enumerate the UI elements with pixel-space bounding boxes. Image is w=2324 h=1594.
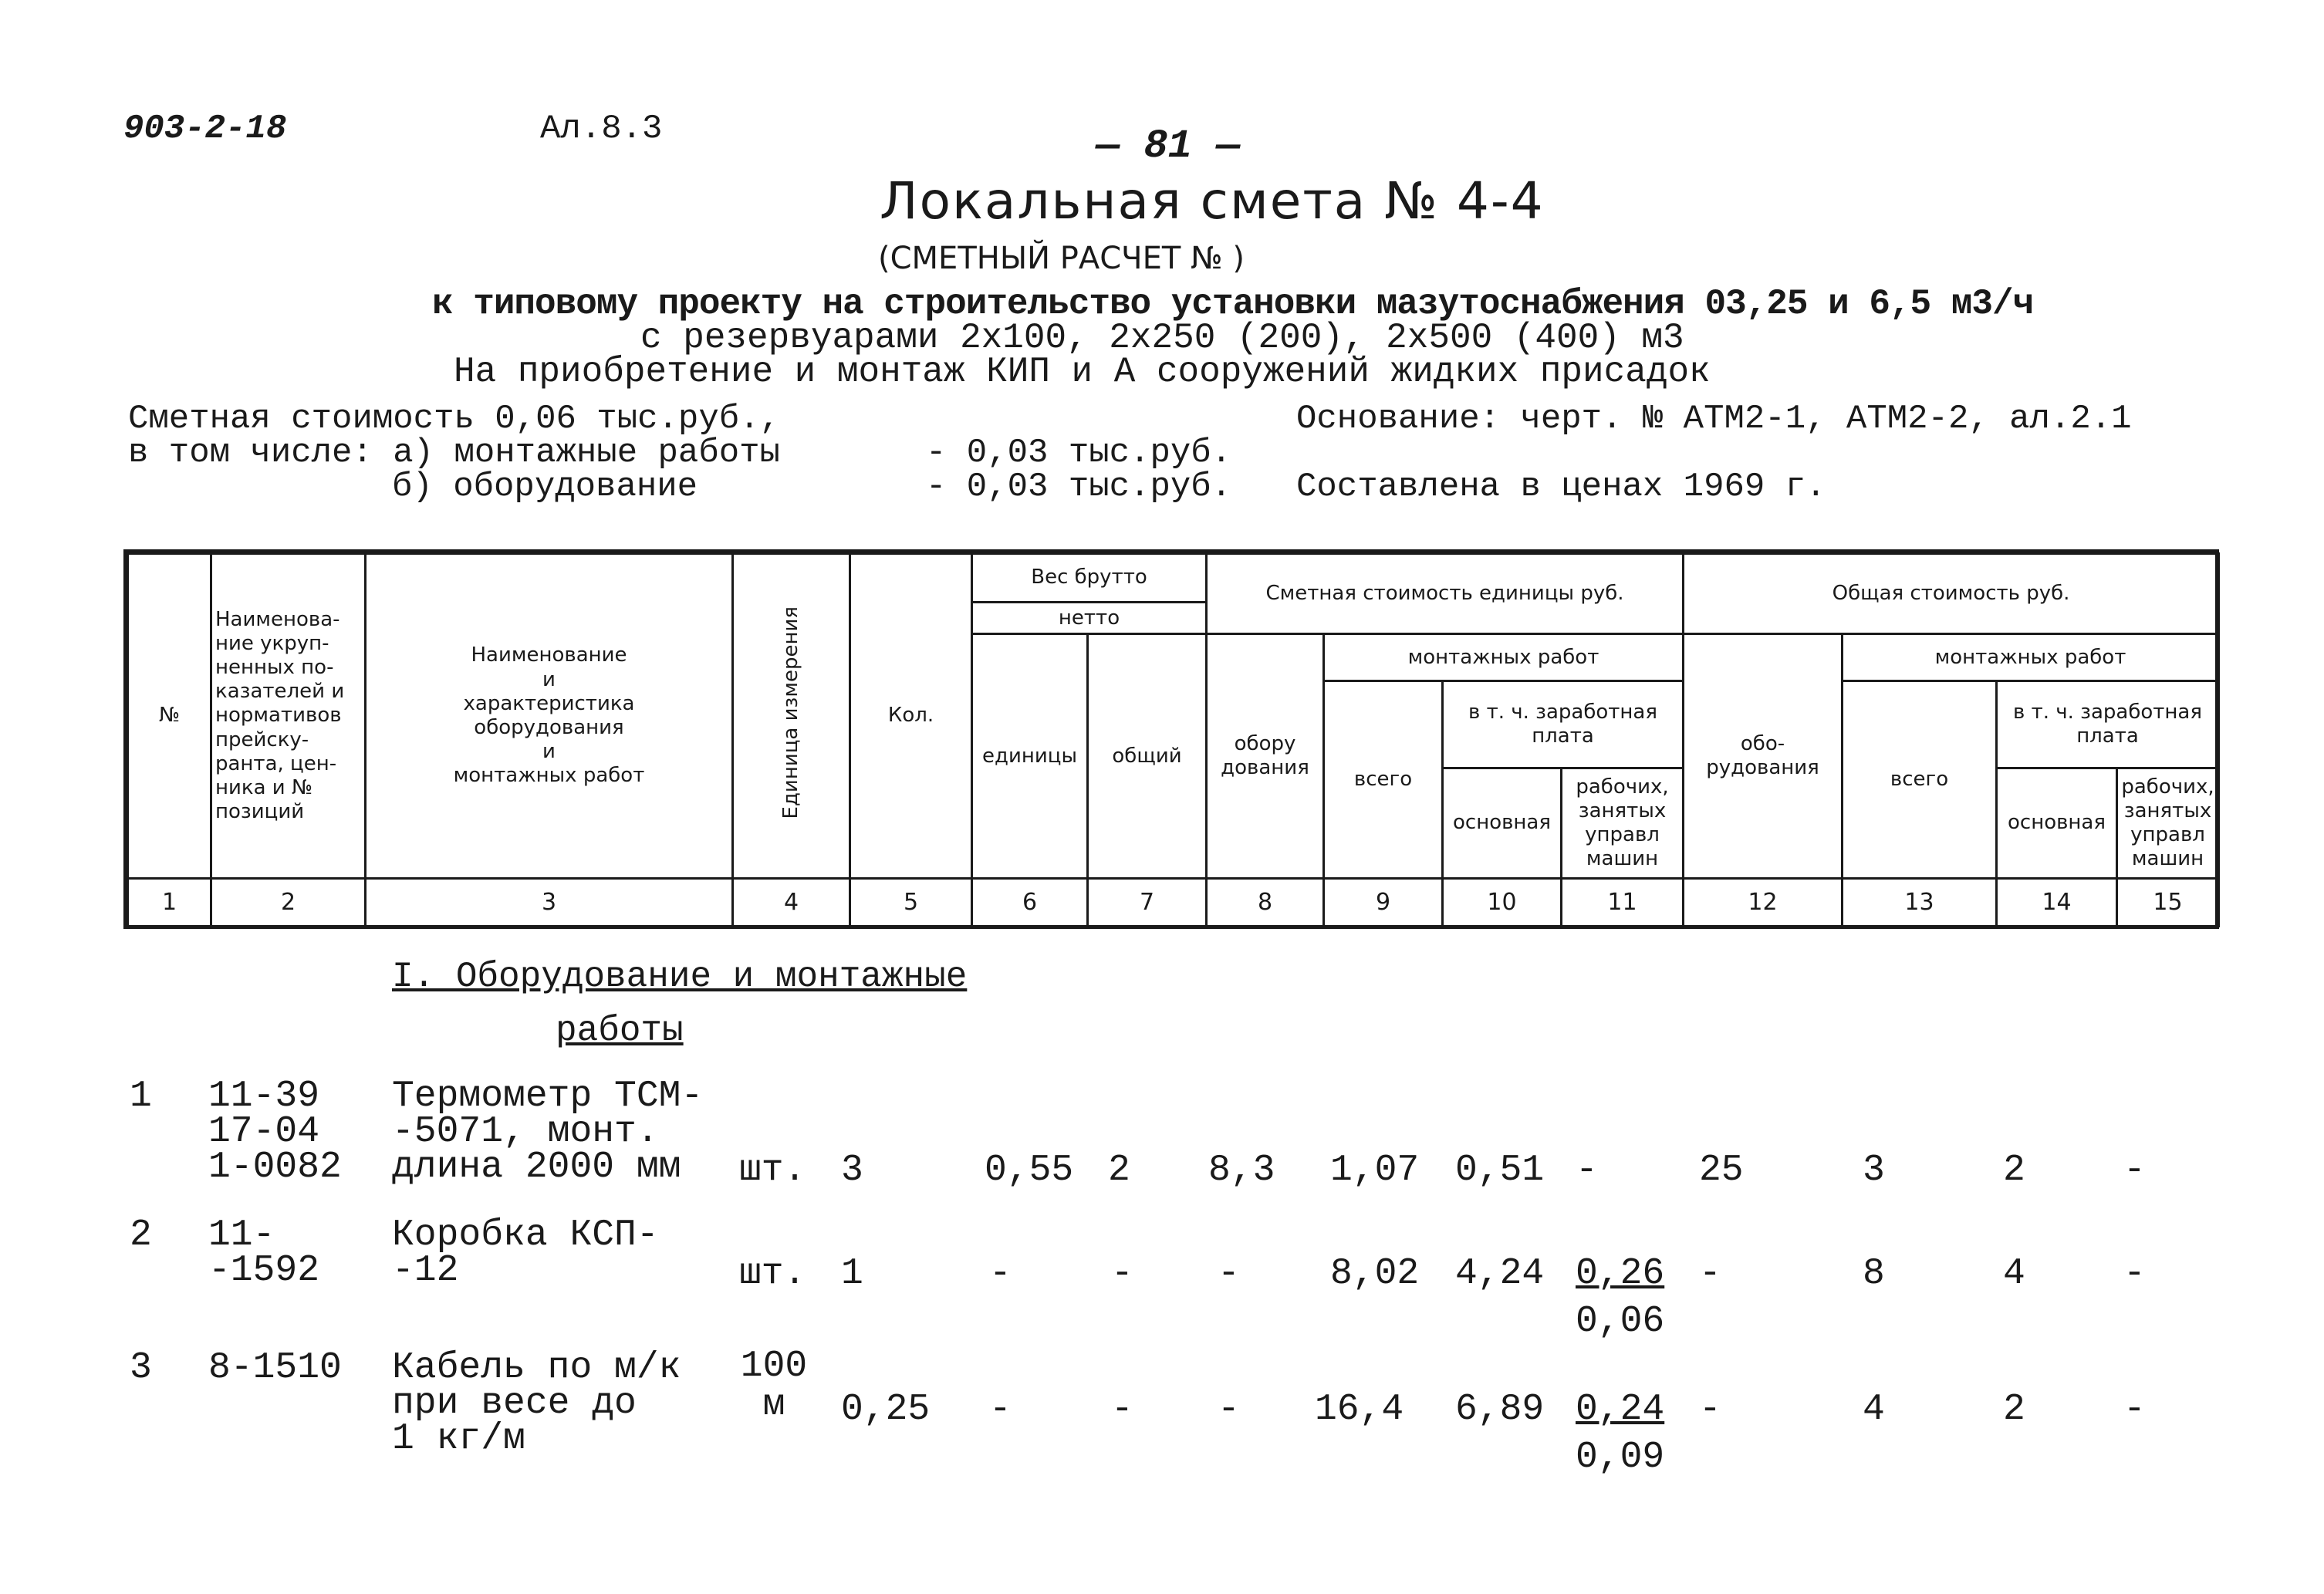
row-unit-machine-wage-sub: 0,09 (1576, 1437, 1665, 1478)
row-total-basic-wage: 4 (2003, 1253, 2025, 1295)
col-index: 10 (1443, 879, 1562, 927)
col-unit-label: Единица измерения (779, 606, 802, 819)
row-unit-basic-wage: 4,24 (1455, 1253, 1545, 1295)
col-index: 1 (128, 879, 211, 927)
row-qty: 0,25 (841, 1389, 931, 1430)
row-name-line: Коробка КСП- (392, 1214, 659, 1256)
row-unit-mount-total: 8,02 (1330, 1253, 1420, 1295)
col-unit-header (733, 554, 850, 879)
unit-equipment-header: обору дования (1207, 634, 1324, 879)
estimate-subtitle: (СМЕТНЫЙ РАСЧЕТ № ) (878, 241, 1245, 276)
col-index: 3 (366, 879, 733, 927)
unit-mount-header: монтажных работ (1324, 634, 1684, 681)
row-unit-equipment: - (1218, 1389, 1240, 1430)
section-title: I. Оборудование и монтажные (392, 957, 968, 997)
including-mounting-label: в том числе: а) монтажные работы (128, 434, 780, 472)
col-norm-code-header: Наименова-ние укруп-ненных по-казателей и нормативов прейску-ранта, цен-ника и № позиций (211, 554, 366, 879)
row-unit: шт. (739, 1253, 806, 1295)
row-code-line: 8-1510 (208, 1347, 342, 1389)
weight-net-header: нетто (972, 602, 1207, 633)
col-index: 2 (211, 879, 366, 927)
overall-cost-header: Общая стоимость руб. (1684, 554, 2219, 634)
unit-machine-wage-header: рабочих, занятых управл машин (1562, 768, 1684, 879)
row-total-equipment: 25 (1699, 1150, 1744, 1191)
row-total-mount: 8 (1863, 1253, 1885, 1295)
row-qty: 3 (841, 1150, 863, 1191)
row-unit-weight: - (989, 1389, 1012, 1430)
row-total-mount: 3 (1863, 1150, 1885, 1191)
document-code: 903-2-18 (123, 110, 287, 148)
row-unit-basic-wage: 0,51 (1455, 1150, 1545, 1191)
row-total-weight: - (1111, 1253, 1133, 1295)
unit-cost-header: Сметная стоимость единицы руб. (1207, 554, 1684, 634)
col-index: 5 (850, 879, 972, 927)
row-name-line: при весе до (392, 1383, 637, 1424)
row-total-weight: - (1111, 1389, 1133, 1430)
col-index: 13 (1843, 879, 1997, 927)
row-unit-machine-wage: 0,26 (1576, 1253, 1665, 1295)
row-code-line: -1592 (208, 1250, 320, 1292)
total-mount-header: монтажных работ (1843, 634, 2219, 681)
row-code-line: 17-04 (208, 1111, 320, 1153)
including-mounting-value: - 0,03 тыс.руб. (926, 434, 1232, 472)
row-name-line: 1 кг/м (392, 1418, 525, 1460)
including-equipment-value: - 0,03 тыс.руб. (926, 468, 1232, 506)
row-total-machine-wage: - (2123, 1253, 2146, 1295)
row-unit-equipment: 8,3 (1208, 1150, 1275, 1191)
col-index: 8 (1207, 879, 1324, 927)
price-year: Составлена в ценах 1969 г. (1296, 468, 1826, 506)
row-unit-weight: 0,55 (985, 1150, 1074, 1191)
basis-reference: Основание: черт. № АТМ2-1, АТМ2-2, ал.2.1 (1296, 400, 2132, 438)
unit-basic-wage-header: основная (1443, 768, 1562, 879)
row-unit-mount-total: 16,4 (1315, 1389, 1404, 1430)
col-index: 15 (2117, 879, 2219, 927)
sheet-reference: Ал.8.3 (540, 110, 663, 148)
row-total-basic-wage: 2 (2003, 1389, 2025, 1430)
section-title-cont: работы (556, 1011, 684, 1051)
page-title: Локальная смета № 4-4 (880, 171, 1545, 231)
row-total-equipment: - (1699, 1253, 1721, 1295)
row-total-basic-wage: 2 (2003, 1150, 2025, 1191)
col-qty-header: Кол. (850, 554, 972, 879)
row-unit-machine-wage: 0,24 (1576, 1389, 1665, 1430)
col-name-header: Наименование и характеристика оборудования и монтажных работ (366, 554, 733, 879)
project-line: к типовому проекту на строительство установки мазутоснабжения 03,25 и 6,5 м3/ч (432, 284, 2034, 324)
row-unit-machine-wage: - (1576, 1150, 1598, 1191)
unit-weight-header: единицы (972, 634, 1088, 879)
unit-wage-header: в т. ч. заработная плата (1443, 681, 1684, 768)
total-wage-header: в т. ч. заработная плата (1997, 681, 2219, 768)
total-basic-wage-header: основная (1997, 768, 2117, 879)
total-machine-wage-header: рабочих, занятых управл машин (2117, 768, 2219, 879)
col-index: 11 (1562, 879, 1684, 927)
row-unit: шт. (739, 1150, 806, 1191)
row-number: 3 (130, 1347, 152, 1389)
col-index: 6 (972, 879, 1088, 927)
row-qty: 1 (841, 1253, 863, 1295)
reservoirs-line: с резервуарами 2х100, 2х250 (200), 2х500 (400) м3 (640, 318, 1684, 358)
col-index: 4 (733, 879, 850, 927)
row-unit-mount-total: 1,07 (1330, 1150, 1420, 1191)
row-total-equipment: - (1699, 1389, 1721, 1430)
col-index: 12 (1684, 879, 1843, 927)
unit-mount-total-header: всего (1324, 681, 1443, 879)
row-unit-basic-wage: 6,89 (1455, 1389, 1545, 1430)
estimated-cost: Сметная стоимость 0,06 тыс.руб., (128, 400, 780, 438)
total-mount-total-header: всего (1843, 681, 1997, 879)
row-number: 1 (130, 1076, 152, 1117)
row-unit-weight: - (989, 1253, 1012, 1295)
row-total-weight: 2 (1108, 1150, 1130, 1191)
col-index: 7 (1088, 879, 1207, 927)
page-number: — 81 — (1096, 123, 1241, 169)
weight-gross-header: Вес брутто (972, 554, 1207, 603)
row-name-line: Кабель по м/к (392, 1347, 681, 1389)
col-index: 14 (1997, 879, 2117, 927)
row-total-machine-wage: - (2123, 1150, 2146, 1191)
row-unit-equipment: - (1218, 1253, 1240, 1295)
row-total-machine-wage: - (2123, 1389, 2146, 1430)
row-code-line: 11-39 (208, 1076, 320, 1117)
row-unit-machine-wage-sub: 0,06 (1576, 1301, 1665, 1342)
total-equipment-header: обо-рудования (1684, 634, 1843, 879)
total-weight-header: общий (1088, 634, 1207, 879)
row-number: 2 (130, 1214, 152, 1256)
row-code-line: 11- (208, 1214, 275, 1256)
purchase-line: На приобретение и монтаж КИП и А сооружений жидких присадок (454, 352, 1711, 392)
estimate-table-header (127, 552, 2220, 927)
row-name-line: -12 (392, 1250, 459, 1292)
row-name-line: длина 2000 мм (392, 1147, 681, 1188)
row-name-line: -5071, монт. (392, 1111, 659, 1153)
col-index: 9 (1324, 879, 1443, 927)
row-name-line: Термометр ТСМ- (392, 1076, 704, 1117)
row-code-line: 1-0082 (208, 1147, 342, 1188)
row-total-mount: 4 (1863, 1389, 1885, 1430)
including-equipment-label: б) оборудование (392, 468, 698, 506)
col-number-header: № (128, 554, 211, 879)
row-unit: 100 м (740, 1346, 808, 1426)
